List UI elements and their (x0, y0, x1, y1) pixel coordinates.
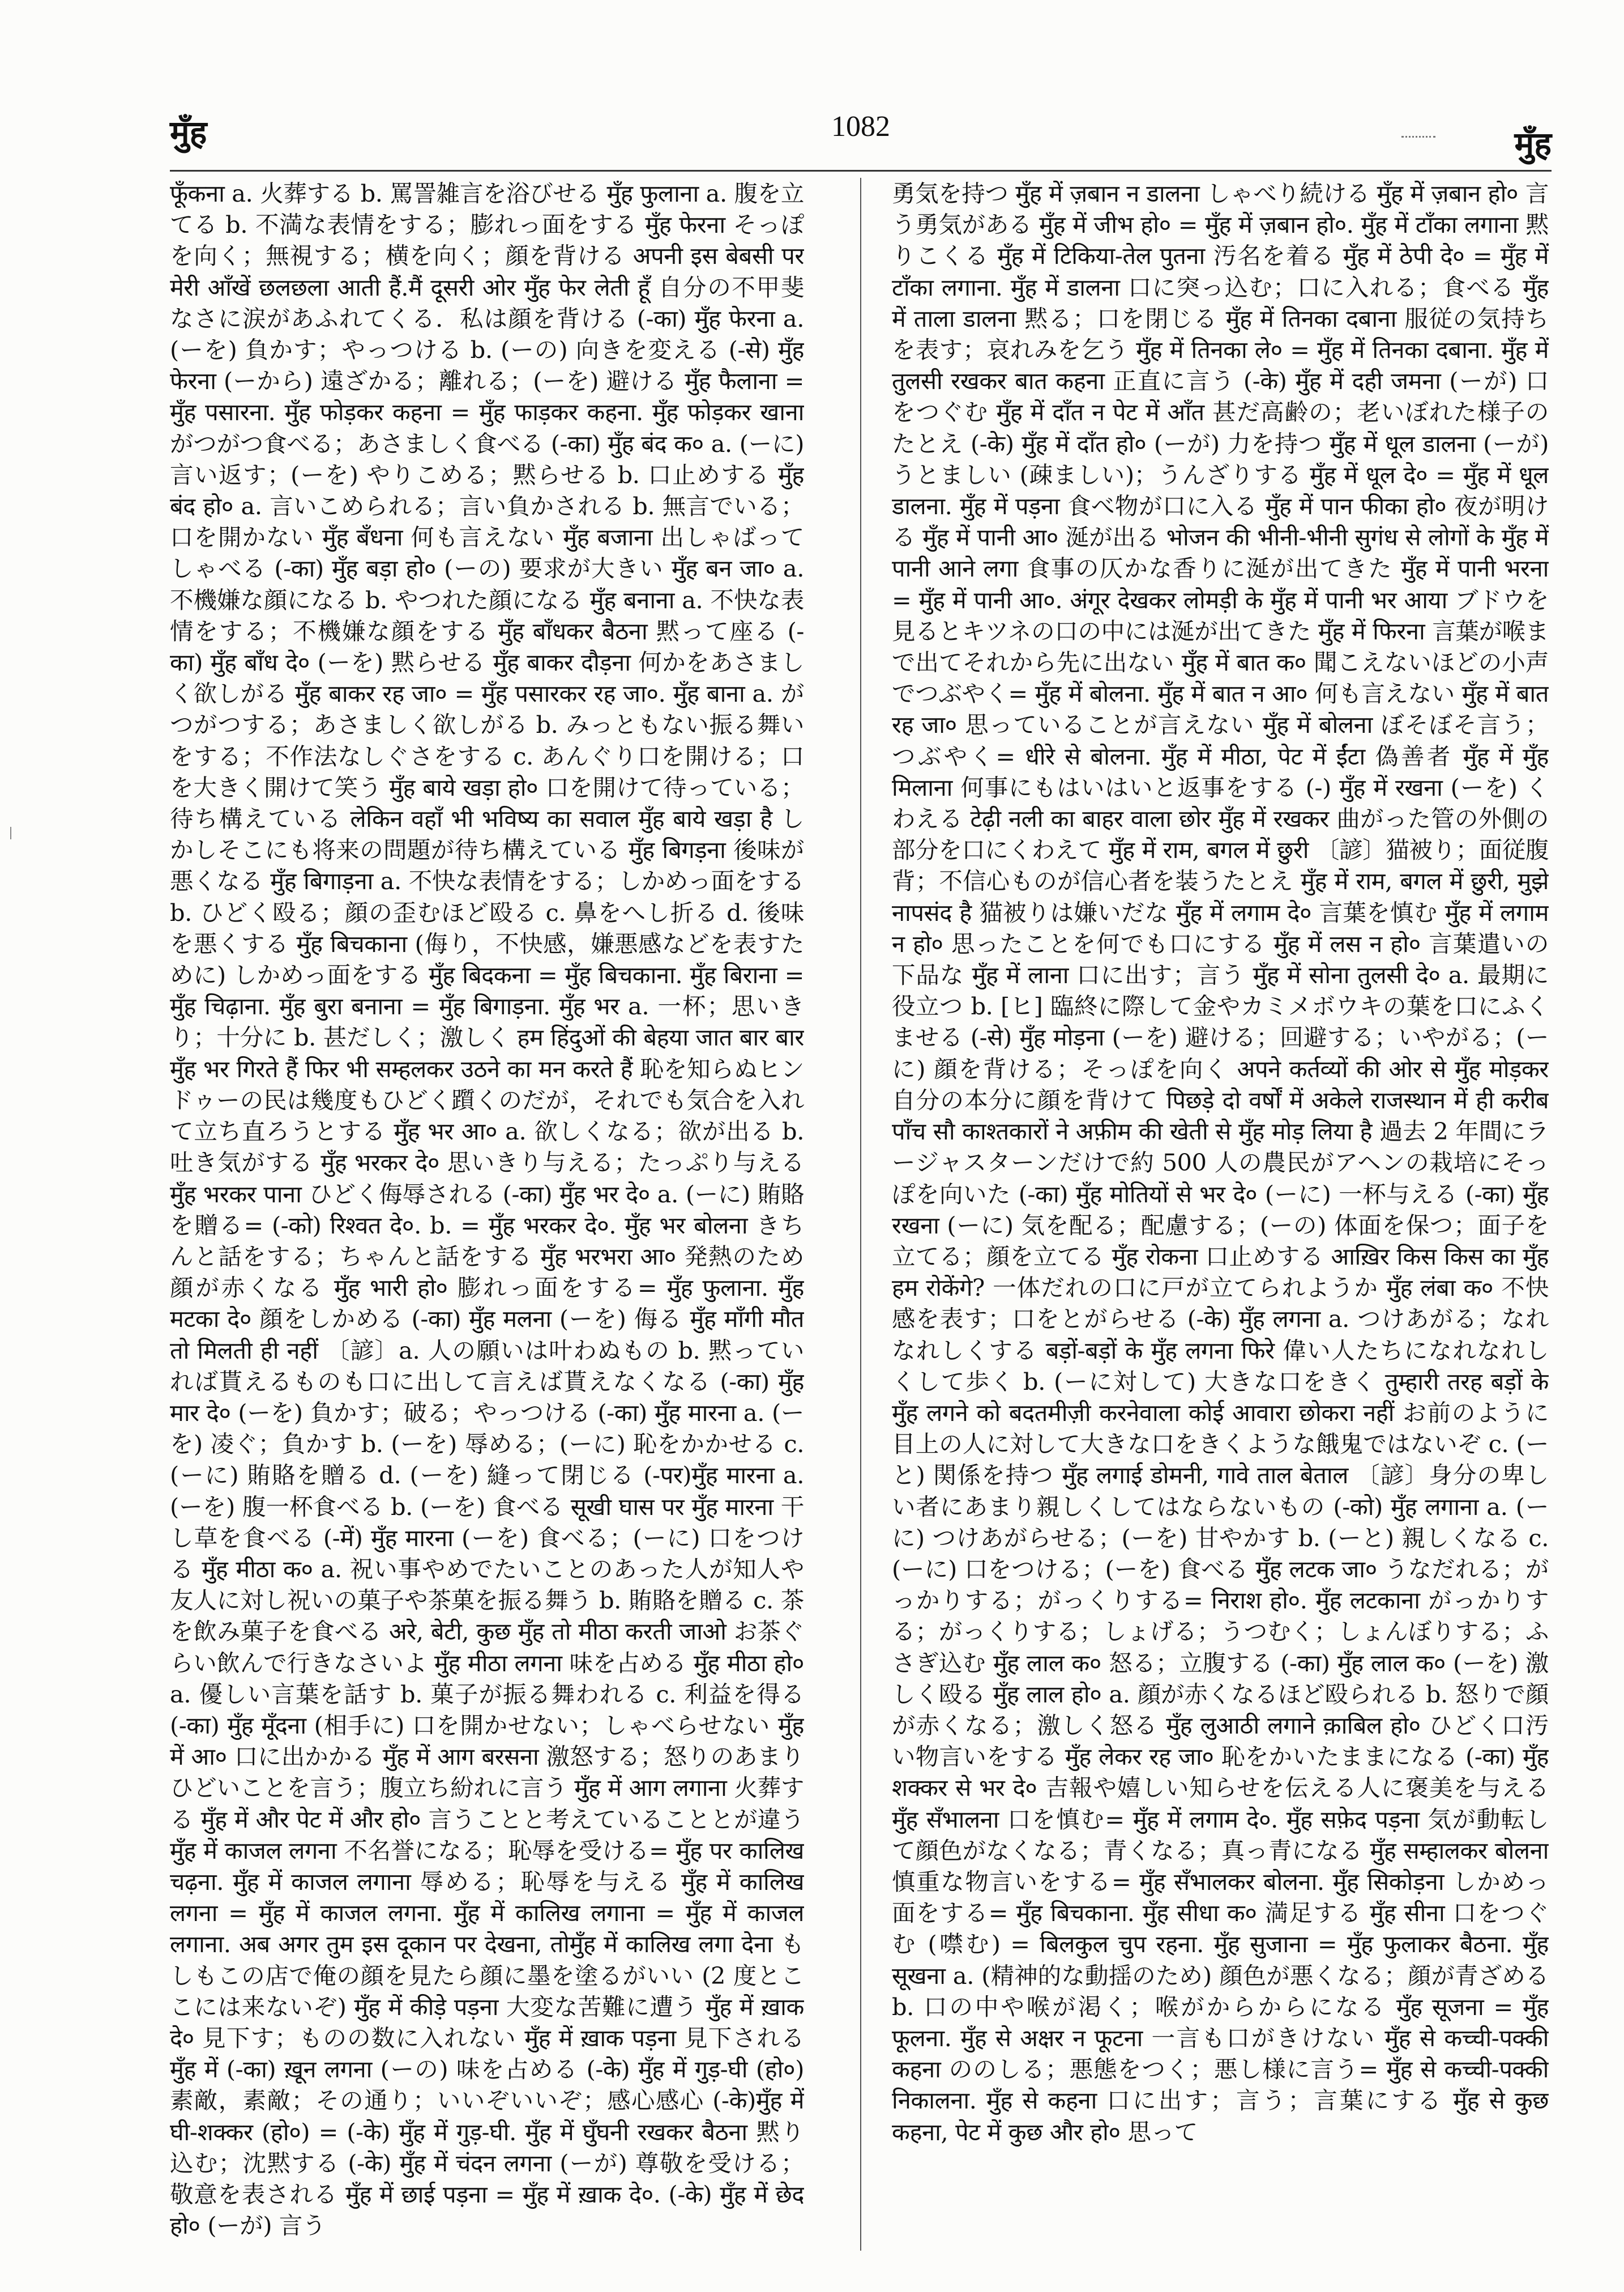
scan-mark (1401, 136, 1435, 138)
page-number: 1082 (831, 110, 890, 143)
right-column (892, 178, 1549, 2262)
right-running-head: मुँह (1514, 125, 1552, 163)
header-rule (170, 170, 1552, 172)
margin-mark (10, 827, 20, 839)
page-header (170, 96, 1552, 164)
left-running-head: मुँह (170, 113, 207, 152)
right-column-entries: 勇気を持つ मुँह में ज़बान न डालना しゃべり続ける मुँह में ज़बान हो० 言う勇気がある मुँह में जीभ हो० = मुँह में ज़बान हो०. मुँह में टाँका लगाना 黙りこくる मुँह में टिकिया-तेल पुतना 汚名を着る मुँह में ठेपी दे० = मुँह में टाँका लगाना. मुँह में डालना 口に突っ込む；口に入れる；食べる मुँह में ताला डालना 黙る；口を閉じる मुँह में तिनका दबाना 服従の気持ちを表す；哀れみを乞う मुँह में तिनका ले० = मुँह में तिनका दबाना. मुँह में तुलसी रखकर बात कहना 正直に言う (-के) मुँह में दही जमना (ーが) 口をつぐむ मुँह में दाँत न पेट में आँत 甚だ高齢の；老いぼれた様子のたとえ (-के) मुँह में दाँत हो० (ーが) 力を持つ मुँह में धूल डालना (ーが) うとましい (疎ましい)；うんざりする मुँह में धूल दे० = मुँह में धूल डालना. मुँह में पड़ना 食べ物が口に入る मुँह में पान फीका हो० 夜が明ける मुँह में पानी आ० 涎が出る भोजन की भीनी-भीनी सुगंध से लोगों के मुँह में पानी आने लगा 食事の仄かな香りに涎が出てきた मुँह में पानी भरना = मुँह में पानी आ०. अंगूर देखकर लोमड़ी के मुँह में पानी भर आया ブドウを見るとキツネの口の中には涎が出てきた मुँह में फिरना 言葉が喉まで出てそれから先に出ない मुँह में बात क० 聞こえないほどの小声でつぶやく= मुँह में बोलना. मुँह में बात न आ० 何も言えない मुँह में बात रह जा० 思っていることが言えない मुँह में बोलना ぼそぼそ言う；つぶやく= धीरे से बोलना. मुँह में मीठा, पेट में ईंटा 偽善者 मुँह में मुँह मिलाना 何事にもはいはいと返事をする (-) मुँह में रखना (ーを) くわえる टेढ़ी नली का बाहर वाला छोर मुँह में रखकर 曲がった管の外側の部分を口にくわえて मुँह में राम, बगल में छुरी 〔諺〕猫被り；面従腹背；不信心ものが信心者を装うたとえ मुँह में राम, बगल में छुरी, मुझे नापसंद है 猫被りは嫌いだな मुँह में लगाम दे० 言葉を慎む मुँह में लगाम न हो० 思ったことを何でも口にする मुँह में लस न हो० 言葉遣いの下品な मुँह में लाना 口に出す；言う मुँह में सोना तुलसी दे० a. 最期に役立つ b. [ヒ] 臨終に際して金やカミメボウキの葉を口にふくませる (-से) मुँह मोड़ना (ーを) 避ける；回避する；いやがる；(ーに) 顔を背ける；そっぽを向く अपने कर्तव्यों की ओर से मुँह मोड़कर 自分の本分に顔を背けて पिछड़े दो वर्षों में अकेले राजस्थान में ही करीब पाँच सौ काश्तकारों ने अफ़ीम की खेती से मुँह मोड़ लिया है 過去 2 年間にラージャスターンだけで約 500 人の農民がアヘンの栽培にそっぽを向いた (-का) मुँह मोतियों से भर दे० (ーに) 一杯与える (-का) मुँह रखना (ーに) 気を配る；配慮する；(ーの) 体面を保つ；面子を立てる；顔を立てる मुँह रोकना 口止めする आख़िर किस किस का मुँह हम रोकेंगे? 一体だれの口に戸が立てられようか मुँह लंबा क० 不快感を表す；口をとがらせる (-के) मुँह लगना a. つけあがる；なれなれしくする बड़ों-बड़ों के मुँह लगना फिरे 偉い人たちになれなれしくして歩く b. (ーに対して) 大きな口をきく तुम्हारी तरह बड़ों के मुँह लगने को बदतमीज़ी करनेवाला कोई आवारा छोकरा नहीं お前のように目上の人に対して大きな口をきくような餓鬼ではないぞ c. (ーと) 関係を持つ मुँह लगाई डोमनी, गावे ताल बेताल 〔諺〕身分の卑しい者にあまり親しくしてはならないもの (-को) मुँह लगाना a. (ーに) つけあがらせる；(ーを) 甘やかす b. (ーと) 親しくなる c. (ーに) 口をつける；(ーを) 食べる मुँह लटक जा० うなだれる；がっかりする；がっくりする= निराश हो०. मुँह लटकाना がっかりする；がっくりする；しょげる；うつむく；しょんぼりする；ふさぎ込む मुँह लाल क० 怒る；立腹する (-का) मुँह लाल क० (ーを) 激しく殴る मुँह लाल हो० a. 顔が赤くなるほど殴られる b. 怒りで顔が赤くなる；激しく怒る मुँह लुआठी लगाने क़ाबिल हो० ひどく口汚い物言いをする मुँह लेकर रह जा० 恥をかいたままになる (-का) मुँह शक्कर से भर दे० 吉報や嬉しい知らせを伝える人に褒美を与える मुँह सँभालना 口を慎む= मुँह में लगाम दे०. मुँह सफ़ेद पड़ना 気が動転して顔色がなくなる；青くなる；真っ青になる मुँह सम्हालकर बोलना 慎重な物言いをする= मुँह सँभालकर बोलना. मुँह सिकोड़ना しかめっ面をする= मुँह बिचकाना. मुँह सीधा क० 満足する मुँह सीना 口をつぐむ (噤む) = बिलकुल चुप रहना. मुँह सुजाना = मुँह फुलाकर बैठना. मुँह सूखना a. (精神的な動揺のため) 顔色が悪くなる；顔が青ざめる b. 口の中や喉が渇く；喉がからからになる मुँह सूजना = मुँह फूलना. मुँह से अक्षर न फूटना 一言も口がきけない मुँह से कच्ची-पक्की कहना ののしる；悪態をつく；悪し様に言う= मुँह से कच्ची-पक्की निकालना. मुँह से कहना 口に出す；言う；言葉にする मुँह से कुछ कहना, पेट में कुछ और हो० 思って (892, 180, 1549, 2146)
column-divider (860, 178, 861, 2251)
left-column-entries: फूँकना a. 火葬する b. 罵詈雑言を浴びせる मुँह फुलाना a. 腹を立てる b. 不満な表情をする；膨れっ面をする मुँह फेरना そっぽを向く；無視する；横を向く；顔を背ける अपनी इस बेबसी पर मेरी आँखें छलछला आती हैं.मैं दूसरी ओर मुँह फेर लेती हूँ 自分の不甲斐なさに涙があふれてくる．私は顔を背ける (-का) मुँह फेरना a. (ーを) 負かす；やっつける b. (ーの) 向きを変える (-से) मुँह फेरना (ーから) 遠ざかる；離れる；(ーを) 避ける मुँह फैलाना = मुँह पसारना. मुँह फोड़कर कहना = मुँह फाड़कर कहना. मुँह फोड़कर खाना がつがつ食べる；あさましく食べる (-का) मुँह बंद क० a. (ーに) 言い返す；(ーを) やりこめる；黙らせる b. 口止めする मुँह बंद हो० a. 言いこめられる；言い負かされる b. 無言でいる；口を開かない मुँह बँधना 何も言えない मुँह बजाना 出しゃばってしゃべる (-का) मुँह बड़ा हो० (ーの) 要求が大きい मुँह बन जा० a. 不機嫌な顔になる b. やつれた顔になる मुँह बनाना a. 不快な表情をする；不機嫌な顔をする मुँह बाँधकर बैठना 黙って座る (-का) मुँह बाँध दे० (ーを) 黙らせる मुँह बाकर दौड़ना 何かをあさましく欲しがる मुँह बाकर रह जा० = मुँह पसारकर रह जा०. मुँह बाना a. がつがつする；あさましく欲しがる b. みっともない振る舞いをする；不作法なしぐさをする c. あんぐり口を開ける；口を大きく開けて笑う मुँह बाये खड़ा हो० 口を開けて待っている；待ち構えている लेकिन वहाँ भी भविष्य का सवाल मुँह बाये खड़ा है しかしそこにも将来の問題が待ち構えている मुँह बिगड़ना 後味が悪くなる मुँह बिगाड़ना a. 不快な表情をする；しかめっ面をする b. ひどく殴る；顔の歪むほど殴る c. 鼻をへし折る d. 後味を悪くする मुँह बिचकाना (侮り，不快感，嫌悪感などを表すために) しかめっ面をする मुँह बिदकना = मुँह बिचकाना. मुँह बिराना = मुँह चिढ़ाना. मुँह बुरा बनाना = मुँह बिगाड़ना. मुँह भर a. 一杯；思いきり；十分に b. 甚だしく；激しく हम हिंदुओं की बेहया जात बार बार मुँह भर गिरते हैं फिर भी सम्हलकर उठने का मन करते हैं 恥を知らぬヒンドゥーの民は幾度もひどく躓くのだが，それでも気合を入れて立ち直ろうとする मुँह भर आ० a. 欲しくなる；欲が出る b. 吐き気がする मुँह भरकर दे० 思いきり与える；たっぷり与える मुँह भरकर पाना ひどく侮辱される (-का) मुँह भर दे० a. (ーに) 賄賂を贈る= (-को) रिश्वत दे०. b. = मुँह भरकर दे०. मुँह भर बोलना きちんと話をする；ちゃんと話をする मुँह भरभरा आ० 発熱のため顔が赤くなる मुँह भारी हो० 膨れっ面をする= मुँह फुलाना. मुँह मटका दे० 顔をしかめる (-का) मुँह मलना (ーを) 侮る मुँह माँगी मौत तो मिलती ही नहीं 〔諺〕a. 人の願いは叶わぬもの b. 黙っていれば貰えるものも口に出して言えば貰えなくなる (-का) मुँह मार दे० (ーを) 負かす；破る；やっつける (-का) मुँह मारना a. (ーを) 凌ぐ；負かす b. (ーを) 辱める；(ーに) 恥をかかせる c. (ーに) 賄賂を贈る d. (ーを) 縫って閉じる (-पर)मुँह मारना a. (ーを) 腹一杯食べる b. (ーを) 食べる सूखी घास पर मुँह मारना 干し草を食べる (-में) मुँह मारना (ーを) 食べる；(ーに) 口をつける मुँह मीठा क० a. 祝い事やめでたいことのあった人が知人や友人に対し祝いの菓子や茶菓を振る舞う b. 賄賂を贈る c. 茶を飲み菓子を食べる अरे, बेटी, कुछ मुँह तो मीठा करती जाओ お茶ぐらい飲んで行きなさいよ मुँह मीठा लगना 味を占める मुँह मीठा हो० a. 優しい言葉を話す b. 菓子が振る舞われる c. 利益を得る (-का) मुँह मूँदना (相手に) 口を開かせない；しゃべらせない मुँह में आ० 口に出かかる मुँह में आग बरसना 激怒する；怒りのあまりひどいことを言う；腹立ち紛れに言う मुँह में आग लगाना 火葬する मुँह में और पेट में और हो० 言うことと考えていることとが違う मुँह में काजल लगना 不名誉になる；恥辱を受ける= मुँह पर कालिख चढ़ना. मुँह में काजल लगाना 辱める；恥辱を与える मुँह में कालिख लगना = मुँह में काजल लगना. मुँह में कालिख लगाना = मुँह में काजल लगाना. अब अगर तुम इस दूकान पर देखना, तोमुँह में कालिख लगा देना もしもこの店で俺の顔を見たら顔に墨を塗るがいい (2 度とここには来ないぞ) मुँह में कीड़े पड़ना 大変な苦難に遭う मुँह में ख़ाक दे० 見下す；ものの数に入れない मुँह में ख़ाक पड़ना 見下される मुँह में (-का) ख़ून लगना (ーの) 味を占める (-के) मुँह में गुड़-घी (हो०) 素敵，素敵；その通り；いいぞいいぞ；感心感心 (-के)मुँह में घी-शक्कर (हो०) = (-के) मुँह में गुड़-घी. मुँह में घुँघनी रखकर बैठना 黙り込む；沈黙する (-के) मुँह में चंदन लगना (ーが) 尊敬を受ける；敬意を表される मुँह में छाई पड़ना = मुँह में ख़ाक दे०. (-के) मुँह में छेद हो० (ーが) 言う (170, 180, 804, 2240)
left-column (170, 178, 804, 2262)
